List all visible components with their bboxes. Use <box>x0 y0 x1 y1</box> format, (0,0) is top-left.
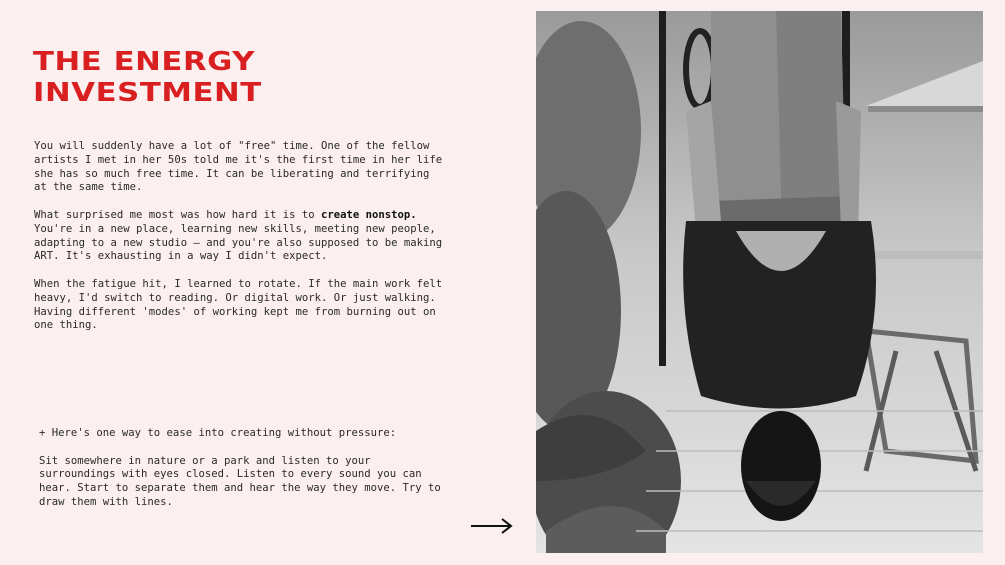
next-page-button[interactable] <box>470 515 514 537</box>
arrow-right-icon <box>470 515 514 537</box>
tip-text: Sit somewhere in nature or a park and listen to your surroundings with eyes closed. Listen to every sound you can hear. Start to separate them and hear the way they move. Try to draw them with lines. <box>39 454 441 508</box>
paragraph-rotate: When the fatigue hit, I learned to rotate. If the main work felt heavy, I'd switch to reading. Or digital work. Or just walking. Having different 'modes' of working kept me from burning out on one thing. <box>34 277 443 332</box>
paragraph-2-rest: You're in a new place, learning new skills, meeting new people, adapting to a new studio – and you're also supposed to be making ART. It's exhausting in a way I didn't expect. <box>34 222 443 263</box>
paragraph-free-time: You will suddenly have a lot of "free" time. One of the fellow artists I met in her 50s told me it's the first time in her life she has so much free time. It can be liberating and terrifying at the same time. <box>34 140 443 194</box>
photo-illustration <box>536 11 983 553</box>
hanging-artist-photo <box>536 11 983 553</box>
page-title <box>33 47 262 109</box>
paragraph-2-lead: What surprised me most was how hard it is to <box>34 208 322 221</box>
title-line-2: INVESTMENT <box>33 78 262 108</box>
body-text <box>34 140 444 347</box>
paragraph-2-bold: create nonstop. <box>321 208 417 221</box>
paragraph-create-nonstop <box>34 209 444 264</box>
tip-box <box>39 427 449 524</box>
tip-heading: + Here's one way to ease into creating without pressure: <box>39 427 397 439</box>
title-line-1: THE ENERGY <box>33 47 256 77</box>
